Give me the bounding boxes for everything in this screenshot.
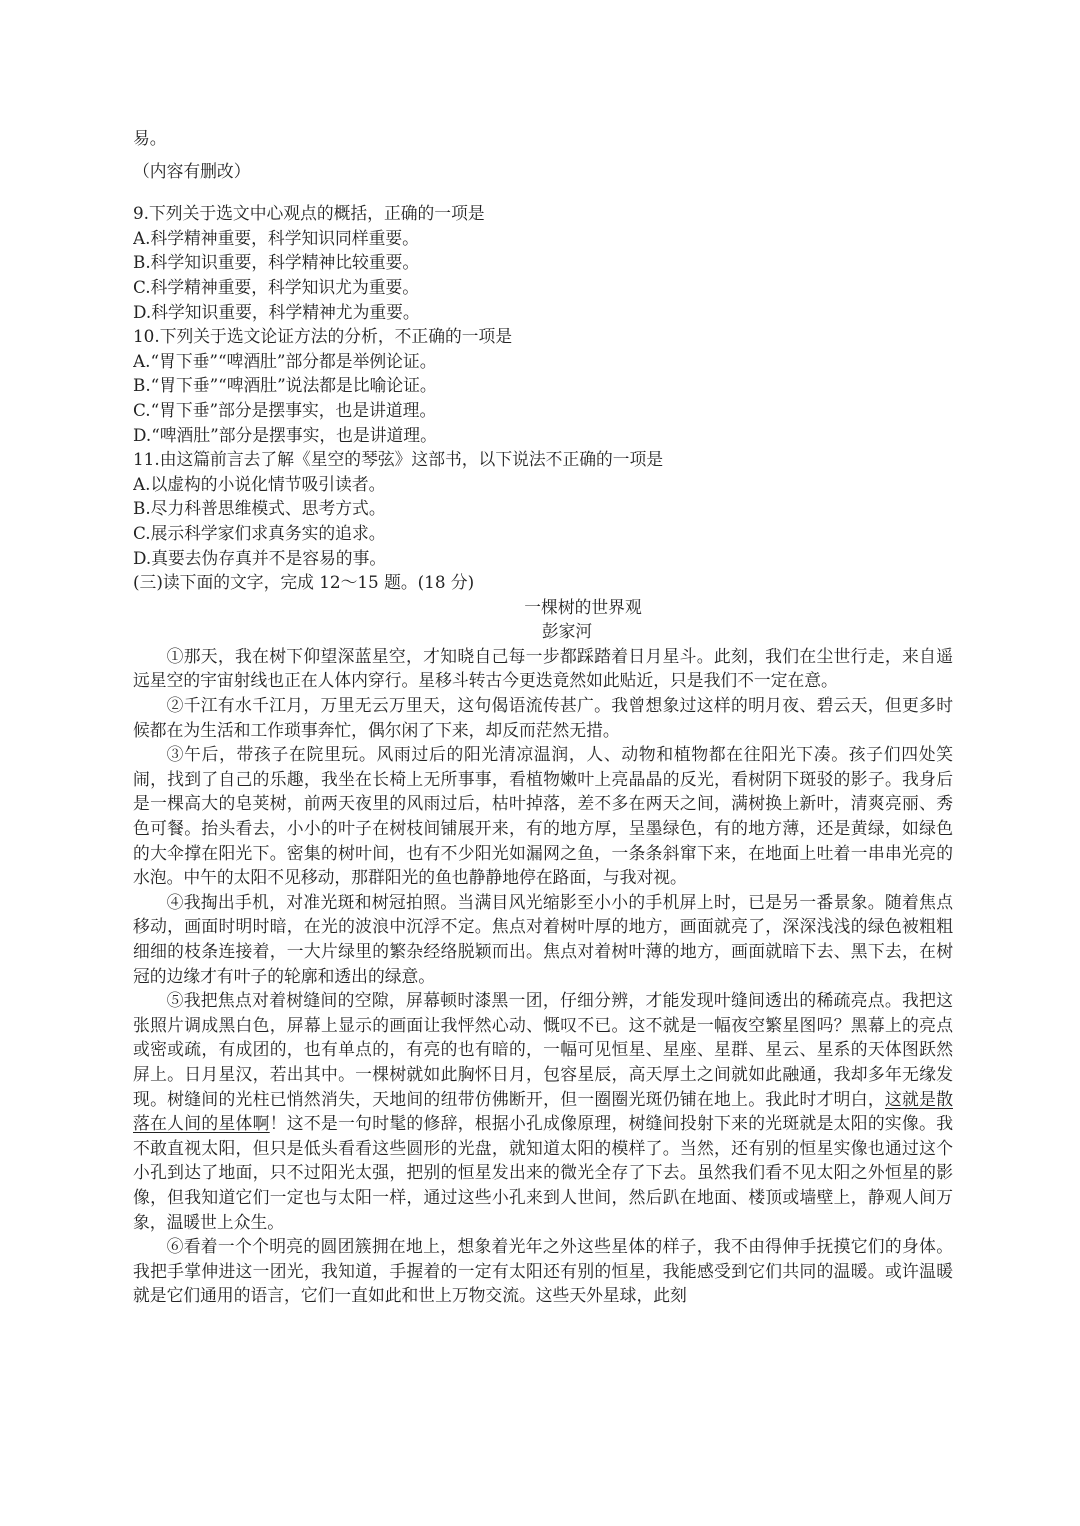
option-c: C.“胃下垂”部分是摆事实，也是讲道理。 [133, 399, 437, 420]
option-d: D.真要去伪存真并不是容易的事。 [133, 547, 387, 568]
paragraph-5 [133, 988, 953, 1234]
article-title: 一棵树的世界观 [524, 596, 642, 617]
option-d: D.“啤酒肚”部分是摆事实，也是讲道理。 [133, 424, 437, 445]
option-c: C.展示科学家们求真务实的追求。 [133, 522, 386, 543]
paragraph-2: ②千江有水千江月，万里无云万里天，这句偈语流传甚广。我曾想象过这样的明月夜、碧云天，但更多时候都在为生活和工作琐事奔忙，偶尔闲了下来，却反而茫然无措。 [133, 695, 953, 740]
question-stem: 9.下列关于选文中心观点的概括，正确的一项是 [133, 203, 485, 224]
question-11 [133, 447, 953, 570]
option-d: D.科学知识重要，科学精神尤为重要。 [133, 301, 420, 322]
question-10 [133, 324, 953, 447]
top-fragment: 易。 [133, 128, 167, 148]
underlined-sentence: 这就是散落在人间的星体啊 [133, 1088, 953, 1134]
option-a: A.以虚构的小说化情节吸引读者。 [133, 473, 386, 494]
deletion-note: （内容有删改） [133, 160, 251, 181]
article-author: 彭家河 [541, 621, 593, 642]
paragraph-1: ①那天，我在树下仰望深蓝星空，才知晓自己每一步都踩踏着日月星斗。此刻，我们在尘世行走，来自遥远星空的宇宙射线也正在人体内穿行。星移斗转古今更迭竟然如此贴近，只是我们不一定在意。 [133, 645, 953, 691]
paragraph-5-part-2: ！这不是一句时髦的修辞，根据小孔成像原理，树缝间投射下来的光斑就是太阳的实像。我不敢直视太阳，但只是低头看看这些圆形的光盘，就知道太阳的模样了。当然，还有别的恒星实像也通过这个小孔到达了地面，只不过阳光太强，把别的恒星发出来的微光全存了下去。虽然我们看不见太阳之外恒星的影像，但我知道它们一定也与太阳一样，通过这些小孔来到人世间，然后趴在地面、楼顶或墙壁上，静观人间万象，温暖世上众生。 [133, 1113, 953, 1232]
paragraph-6: ⑥看着一个个明亮的圆团簇拥在地上，想象着光年之外这些星体的样子，我不由得伸手抚摸它们的身体。我把手掌伸进这一团光，我知道，手握着的一定有太阳还有别的恒星，我能感受到它们共同的温暖。或许温暖就是它们通用的语言，它们一直如此和世上万物交流。这些天外星球，此刻 [133, 1236, 953, 1306]
paragraph-4: ④我掏出手机，对准光斑和树冠拍照。当满目风光缩影至小小的手机屏上时，已是另一番景象。随着焦点移动，画面时明时暗，在光的波浪中沉浮不定。焦点对着树叶厚的地方，画面就亮了，深深浅浅的绿色被粗粗细细的枝条连接着，一大片绿里的繁杂经络脱颖而出。焦点对着树叶薄的地方，画面就暗下去、黑下去，在树冠的边缘才有叶子的轮廓和透出的绿意。 [133, 891, 953, 986]
option-a: A.科学精神重要，科学知识同样重要。 [133, 227, 419, 248]
option-b: B.尽力科普思维模式、思考方式。 [133, 498, 386, 519]
option-b: B.“胃下垂”“啤酒肚”说法都是比喻论证。 [133, 375, 437, 396]
question-stem: 11.由这篇前言去了解《星空的琴弦》这部书，以下说法不正确的一项是 [133, 449, 664, 470]
question-9 [133, 201, 953, 324]
paragraph-3: ③午后，带孩子在院里玩。风雨过后的阳光清凉温润，人、动物和植物都在往阳光下凑。孩子们四处笑闹，找到了自己的乐趣，我坐在长椅上无所事事，看植物嫩叶上亮晶晶的反光，看树阴下斑驳的影子。我身后是一棵高大的皂荚树，前两天夜里的风雨过后，枯叶掉落，差不多在两天之间，满树换上新叶，清爽亮丽、秀色可餐。抬头看去，小小的叶子在树枝间铺展开来，有的地方厚，呈墨绿色，有的地方薄，还是黄绿，如绿色的大伞撑在阳光下。密集的树叶间，也有不少阳光如漏网之鱼，一条条斜窜下来，在地面上吐着一串串光亮的水泡。中午的太阳不见移动，那群阳光的鱼也静静地停在路面，与我对视。 [133, 744, 953, 888]
section-heading: (三)读下面的文字，完成 12～15 题。(18 分) [133, 572, 475, 593]
option-b: B.科学知识重要，科学精神比较重要。 [133, 252, 420, 273]
option-c: C.科学精神重要，科学知识尤为重要。 [133, 276, 420, 297]
article [133, 595, 953, 1308]
question-stem: 10.下列关于选文论证方法的分析，不正确的一项是 [133, 326, 513, 347]
exam-page [133, 126, 953, 1308]
option-a: A.“胃下垂”“啤酒肚”部分都是举例论证。 [133, 350, 437, 371]
paragraph-5-part-1: ⑤我把焦点对着树缝间的空隙，屏幕顿时漆黑一团，仔细分辨，才能发现叶缝间透出的稀疏亮点。我把这张照片调成黑白色，屏幕上显示的画面让我怦然心动、慨叹不已。这不就是一幅夜空繁星图吗？黑幕上的亮点或密或疏，有成团的，也有单点的，有亮的也有暗的，一幅可见恒星、星座、星群、星云、星系的天体图跃然屏上。日月星汉，若出其中。一棵树就如此胸怀日月，包容星辰，高天厚土之间就如此融通，我却多年无缘发现。树缝间的光柱已悄然消失，天地间的纽带仿佛断开，但一圈圈光斑仍铺在地上。我此时才明白， [133, 990, 953, 1109]
